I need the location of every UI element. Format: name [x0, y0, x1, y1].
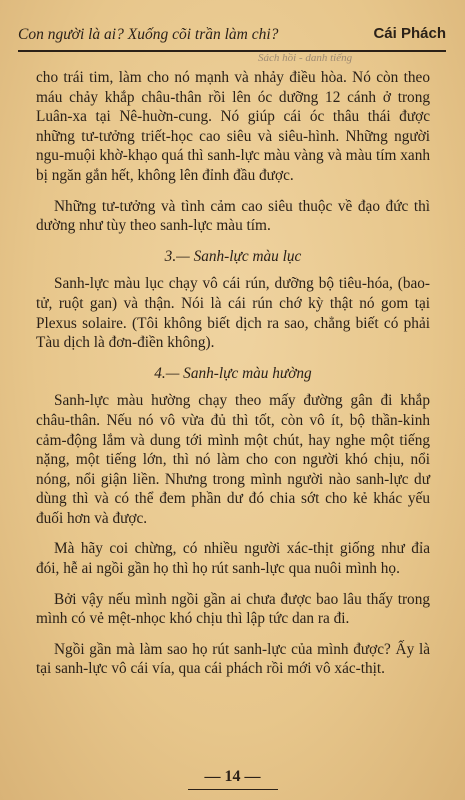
section-heading-3: 3.— Sanh-lực màu lục	[164, 247, 302, 265]
header-title: Con người là ai? Xuống cõi trần làm chi?	[18, 26, 279, 43]
running-header	[18, 20, 446, 52]
paragraph-6: Bởi vậy nếu mình ngồi gần ai chưa được bao lâu thấy trong mình có vẻ mệt-nhọc khó chịu thì lập tức dan ra đi.	[36, 590, 430, 628]
paragraph-3: Sanh-lực màu lục chạy vô cái rún, dưỡng bộ tiêu-hóa, (bao-tử, ruột gan) và thận. Nói là cái rún chớ kỳ thật nó gom tại Plexus solaire. (Tôi không biết dịch ra sao, chẳng biết có phải Tàu dịch là đơn-điền không).	[36, 275, 430, 352]
paragraph-2: Những tư-tưởng và tình cảm cao siêu thuộc về đạo đức thì dường như tùy theo sanh-lực màu tím.	[36, 197, 430, 235]
paragraph-5: Mà hãy coi chừng, có nhiều người xác-thịt giống như đỉa đói, hễ ai ngồi gần họ thì họ rút sanh-lực qua nuôi mình họ.	[36, 540, 430, 578]
handwritten-note: Sách hồi - danh tiếng	[258, 52, 353, 64]
body-text	[36, 68, 430, 690]
paragraph-7: Ngồi gần mà làm sao họ rút sanh-lực của mình được? Ấy là tại sanh-lực vô cái vía, qua cái phách rồi mới vô xác-thịt.	[36, 640, 430, 678]
paragraph-1: cho trái tim, làm cho nó mạnh và nhảy điều hòa. Nó còn theo máu chảy khắp châu-thân rồi lên óc dưỡng 12 cánh ở trong Luân-xa tại Nê-huờn-cung. Nó giúp cái óc thâu thái được những tư-tưởng triết-học cao siêu và siêu-hình. Những người ngu-muội khờ-khạo quá thì sanh-lực màu vàng và màu tím xanh bị ngăn gắn hết, không lên đỉnh đầu được.	[36, 69, 430, 184]
page-number: — 14 —	[204, 768, 261, 785]
footer-rule	[188, 789, 278, 791]
section-heading-4: 4.— Sanh-lực màu hường	[154, 364, 312, 382]
header-chapter: Cái Phách	[373, 25, 446, 42]
paragraph-4: Sanh-lực màu hường chạy theo mấy đường gân đi khắp châu-thân. Nếu nó vô vừa đủ thì tốt, còn vô ít, bộ thần-kinh cảm-động lắm và dung tới mình một chút, hay nghe một tiếng nặng, một tiếng lớn, thì nó làm cho con người khó chịu, nổi nóng, nổi giận liền. Nhưng trong mình người nào sanh-lực dư dùng thì và có thể đem phần dư đó chia sớt cho kẻ khác yếu đuối hơn và được.	[36, 392, 430, 527]
